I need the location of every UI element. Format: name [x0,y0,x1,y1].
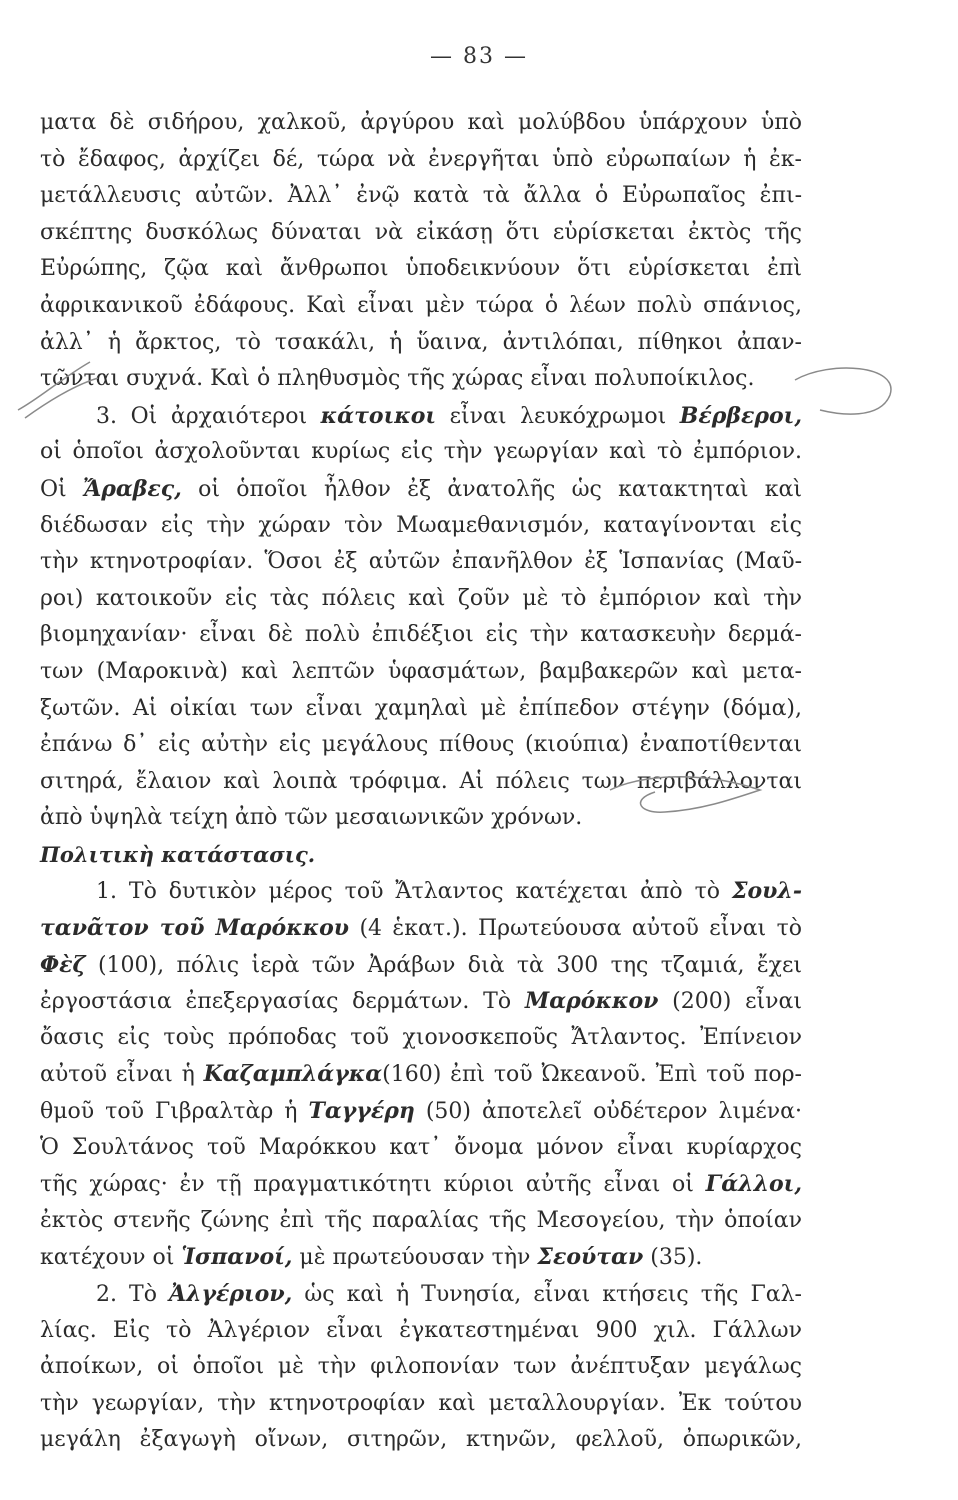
text-segment: (35). [643,1245,703,1271]
text-segment: ἐπάνω δ᾿ εἰς αὐτὴν εἰς μεγάλους πίθους (κιούπια) ἐναποτίθενται [40,732,802,758]
text-segment: 2. Τὸ [96,1282,170,1307]
emphasized-term: τανᾶτον τοῦ Μαρόκκου [40,915,350,942]
section-heading [40,837,802,874]
text-line [40,1349,802,1386]
text-segment: Ὁ Σουλτάνος τοῦ Μαρόκκου κατ᾿ ὄνομα μόνον εἶναι κυρίαρχος [40,1134,802,1160]
text-line [40,251,802,288]
emphasized-term: Καζαμπλάγκα [203,1061,383,1088]
text-segment: ἐκτὸς στενῆς ζώνης ἐπὶ τῆς παραλίας τῆς Μεσογείου, τὴν ὁποίαν [40,1207,802,1233]
text-line [40,398,802,435]
text-segment: (4 ἑκατ.). Πρωτεύουσα αὐτοῦ εἶναι τὸ [349,916,802,942]
text-line [40,508,802,545]
text-segment: (50) ἀποτελεῖ οὐδέτερον λιμένα· [414,1099,802,1125]
text-line [40,215,802,252]
text-line [40,983,802,1020]
text-segment: ἀφρικανικοῦ ἐδάφους. Καὶ εἶναι μὲν τώρα ὁ λέων πολὺ σπάνιος, [40,292,802,318]
text-line [40,105,802,142]
text-line [40,288,802,325]
text-line [40,581,802,618]
text-segment: κατέχουν οἱ [40,1245,182,1271]
text-segment: (200) εἶναι [658,989,802,1015]
text-segment: (160) ἐπὶ τοῦ Ὠκεανοῦ. Ἐπὶ τοῦ πορ- [382,1062,802,1088]
emphasized-term: Ἱσπανοί, [181,1244,293,1271]
text-segment: θμοῦ τοῦ Γιβραλτὰρ ἡ [40,1099,309,1125]
text-line [40,1130,802,1167]
text-segment: ξωτῶν. Αἱ οἰκίαι των εἶναι χαμηλαὶ μὲ ἐπίπεδον στέγην (δόμα), [40,695,802,721]
text-segment: σιτηρά, ἔλαιον καὶ λοιπὰ τρόφιμα. Αἱ πόλεις των περιβάλλονται [40,768,802,794]
text-line [40,544,802,581]
emphasized-term: Ταγγέρη [308,1098,415,1125]
emphasized-term: Σουλ- [731,878,802,905]
text-segment: σκέπτης δυσκόλως δύναται νὰ εἰκάσῃ ὅτι εὑρίσκεται ἐκτὸς τῆς [40,219,802,245]
text-line [40,1386,802,1423]
text-line [40,142,802,179]
text-line [40,1239,802,1276]
text-line [40,1203,802,1240]
text-line [40,800,802,837]
text-segment: ἐργοστάσια ἐπεξεργασίας δερμάτων. Τὸ [40,989,525,1015]
emphasized-term: Ἀλγέριον, [169,1281,293,1307]
text-segment: μετάλλευσις αὐτῶν. Ἀλλ᾿ ἐνῷ κατὰ τὰ ἄλλα ὁ Εὐρωπαῖος ἐπι- [40,183,802,209]
text-segment: Εὐρώπης, ζῷα καὶ ἄνθρωποι ὑποδεικνύουν ὅτι εὑρίσκεται ἐπὶ [40,256,802,282]
text-segment: τῆς χώρας· ἐν τῇ πραγματικότητι κύριοι αὐτῆς εἶναι οἱ [40,1172,706,1198]
text-segment: τὸ ἔδαφος, ἀρχίζει δέ, τώρα νὰ ἐνεργῆται ὑπὸ εὐρωπαίων ἡ ἐκ- [40,146,802,172]
text-line [40,178,802,215]
text-segment: ἀλλ᾿ ἡ ἄρκτος, τὸ τσακάλι, ἡ ὕαινα, ἀντιλόπαι, πίθηκοι ἀπαν- [40,329,802,355]
text-line [40,325,802,362]
text-segment: Οἱ [40,476,83,502]
text-segment: τῶνται συχνά. Καὶ ὁ πληθυσμὸς τῆς χώρας εἶναι πολυποίκιλος. [40,366,755,392]
text-segment: αὐτοῦ εἶναι ἡ [40,1062,204,1088]
text-segment: των (Μαροκινὰ) καὶ λεπτῶν ὑφασμάτων, βαμβακερῶν καὶ μετα- [40,658,802,684]
text-segment: τὴν γεωργίαν, τὴν κτηνοτροφίαν καὶ μεταλλουργίαν. Ἐκ τούτου [40,1390,802,1416]
emphasized-term: Γάλλοι, [705,1171,802,1198]
text-line [40,691,802,728]
text-segment: Πολιτικὴ κατάστασις. [40,841,316,867]
text-line [40,1166,802,1203]
emphasized-term: Φὲζ [40,951,86,978]
text-segment: οἱ ὁποῖοι ἦλθον ἐξ ἀνατολῆς ὡς κατακτηταὶ καὶ [181,476,803,502]
emphasized-term: Ἄραβες, [82,475,182,502]
emphasized-term: Μαρόκκον [524,988,659,1015]
text-line [40,361,802,398]
text-line [40,654,802,691]
text-line [40,1422,802,1459]
text-line [40,434,802,471]
text-segment: ἀποίκων, οἱ ὁποῖοι μὲ τὴν φιλοπονίαν των ἀνέπτυξαν μεγάλως [40,1354,802,1380]
text-segment: ἀπὸ ὑψηλὰ τείχη ἀπὸ τῶν μεσαιωνικῶν χρόνων. [40,805,583,831]
text-line [40,764,802,801]
text-segment: ματα δὲ σιδήρου, χαλκοῦ, ἀργύρου καὶ μολύβδου ὑπάρχουν ὑπὸ [40,110,802,135]
text-segment: (100), πόλις ἱερὰ τῶν Ἀράβων διὰ τὰ 300 της τζαμιά, ἔχει [85,952,802,978]
pencil-bracket-mark [795,368,891,414]
text-segment: ὡς καὶ ἡ Τυνησία, εἶναι κτήσεις τῆς Γαλ- [292,1282,802,1307]
body-text [40,105,802,1459]
text-segment: 3. Οἱ ἀρχαιότεροι [96,403,321,429]
text-segment: διέδωσαν εἰς τὴν χώραν τὸν Μωαμεθανισμόν, καταγίνονται εἰς [40,512,802,538]
text-line [40,727,802,764]
text-line [40,1020,802,1057]
text-line [40,1056,802,1093]
text-line [40,1093,802,1130]
text-segment: ροι) κατοικοῦν εἰς τὰς πόλεις καὶ ζοῦν μὲ τὸ ἐμπόριον καὶ τὴν [40,585,802,611]
text-segment: βιομηχανίαν· εἶναι δὲ πολὺ ἐπιδέξιοι εἰς τὴν κατασκευὴν δερμά- [40,622,802,648]
text-line [40,910,802,947]
page-number: — 83 — [430,44,528,69]
text-segment: 1. Τὸ δυτικὸν μέρος τοῦ Ἄτλαντος κατέχεται ἀπὸ τὸ [96,879,732,905]
text-line [40,471,802,508]
text-segment: λίας. Εἰς τὸ Ἀλγέριον εἶναι ἐγκατεστημέναι 900 χιλ. Γάλλων [40,1317,802,1343]
emphasized-term: κάτοικοι [320,402,437,429]
text-line [40,1313,802,1350]
text-line [40,617,802,654]
text-segment: τὴν κτηνοτροφίαν. Ὅσοι ἐξ αὐτῶν ἐπανῆλθον ἐξ Ἱσπανίας (Μαῦ- [40,549,802,575]
text-segment: ὄασις εἰς τοὺς πρόποδας τοῦ χιονοσκεποῦς Ἄτλαντος. Ἐπίνειον [40,1024,802,1050]
text-segment: μεγάλη ἐξαγωγὴ οἴνων, σιτηρῶν, κτηνῶν, φελλοῦ, ὀπωρικῶν, [40,1427,802,1453]
text-line [40,1276,802,1313]
text-segment: οἱ ὁποῖοι ἀσχολοῦνται κυρίως εἰς τὴν γεωργίαν καὶ τὸ ἐμπόριον. [40,439,802,465]
emphasized-term: Βέρβεροι, [679,402,802,429]
emphasized-term: Σεούταν [537,1244,644,1271]
text-segment: μὲ πρωτεύουσαν τὴν [292,1245,538,1271]
text-line [40,947,802,984]
text-segment: εἶναι λευκόχρωμοι [436,403,680,429]
text-line [40,873,802,910]
